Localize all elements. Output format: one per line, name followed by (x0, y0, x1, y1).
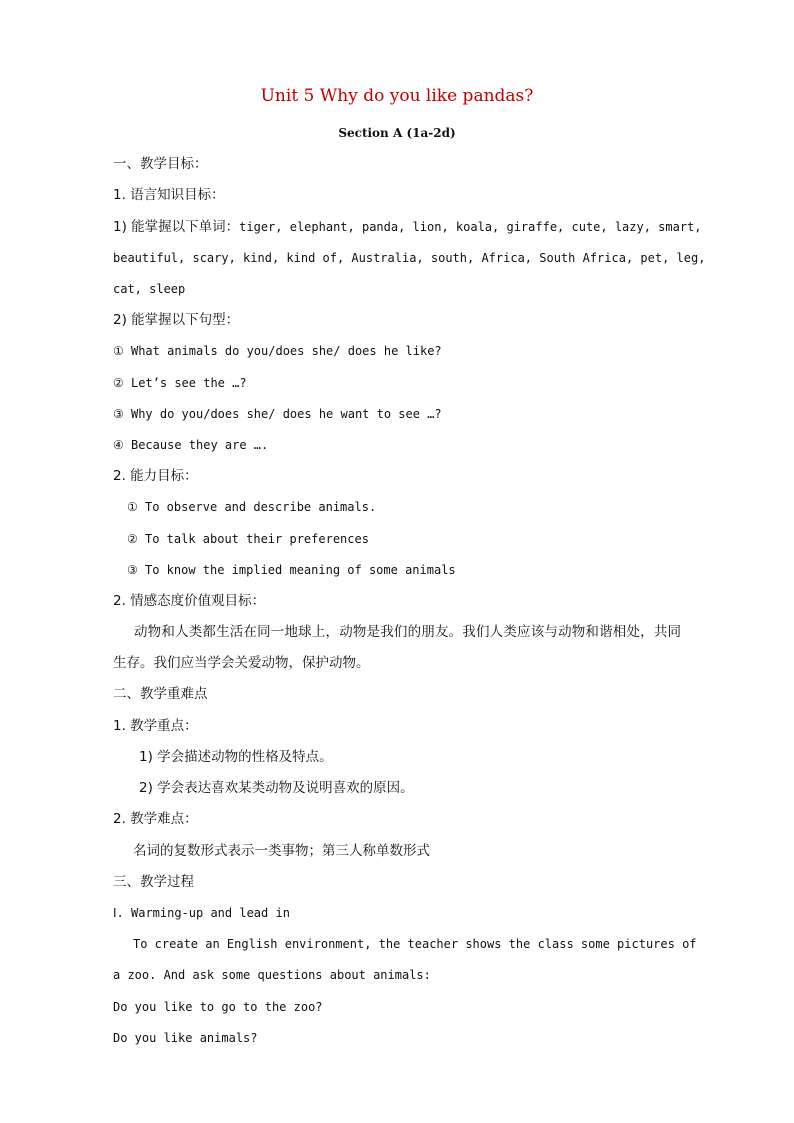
step-1-text-line-2: a zoo. And ask some questions about animals: (113, 968, 431, 982)
section-subtitle: Section A (1a-2d) (338, 126, 456, 140)
vocab-line-2: beautiful, scary, kind, kind of, Australia, south, Africa, South Africa, pet, leg, (113, 251, 706, 265)
key-point-1: 1) 学会描述动物的性格及特点。 (139, 749, 333, 765)
heading-teaching-objectives: 一、教学目标： (113, 156, 208, 172)
difficult-points-text: 名词的复数形式表示一类事物；第三人称单数形式 (133, 843, 430, 859)
emotion-label: 2. 情感态度价值观目标： (113, 593, 266, 609)
step-warming-up: Ⅰ. Warming-up and lead in (113, 906, 290, 920)
vocab-line-3: cat, sleep (113, 282, 186, 296)
emotion-paragraph: 动物和人类都生活在同一地球上，动物是我们的朋友。我们人类应该与动物和谐相处，共同生存。我们应当学会关爱动物，保护动物。 (113, 624, 681, 671)
pattern-item-4: ④ Because they are …. (113, 438, 269, 452)
pattern-label: 2) 能掌握以下句型： (113, 312, 240, 328)
ability-label: 2. 能力目标： (113, 468, 198, 484)
vocab-line-1 (113, 219, 702, 235)
heading-language-objectives: 1. 语言知识目标： (113, 187, 225, 203)
pattern-item-3: ③ Why do you/does she/ does he want to see …? (113, 407, 442, 421)
key-point-2: 2) 学会表达喜欢某类动物及说明喜欢的原因。 (139, 780, 414, 796)
vocab-label: 1) 能掌握以下单词： (113, 219, 240, 235)
question-1: Do you like to go to the zoo? (113, 1000, 323, 1014)
step-1-text-line-1: To create an English environment, the teacher shows the class some pictures of (133, 937, 697, 951)
key-points-label: 1. 教学重点： (113, 718, 198, 734)
vocab-words-1: tiger, elephant, panda, lion, koala, giraffe, cute, lazy, smart, (239, 220, 702, 234)
ability-item-1: ① To observe and describe animals. (127, 500, 377, 514)
heading-key-difficult-points: 二、教学重难点 (113, 686, 208, 702)
question-2: Do you like animals? (113, 1031, 258, 1045)
pattern-item-2: ② Let’s see the …? (113, 376, 247, 390)
difficult-points-label: 2. 教学难点： (113, 811, 198, 827)
document-title: Unit 5 Why do you like pandas? (260, 86, 534, 106)
pattern-item-1: ① What animals do you/does she/ does he like? (113, 344, 442, 358)
heading-teaching-process: 三、教学过程 (113, 874, 194, 890)
ability-item-2: ② To talk about their preferences (127, 532, 369, 546)
ability-item-3: ③ To know the implied meaning of some animals (127, 563, 456, 577)
